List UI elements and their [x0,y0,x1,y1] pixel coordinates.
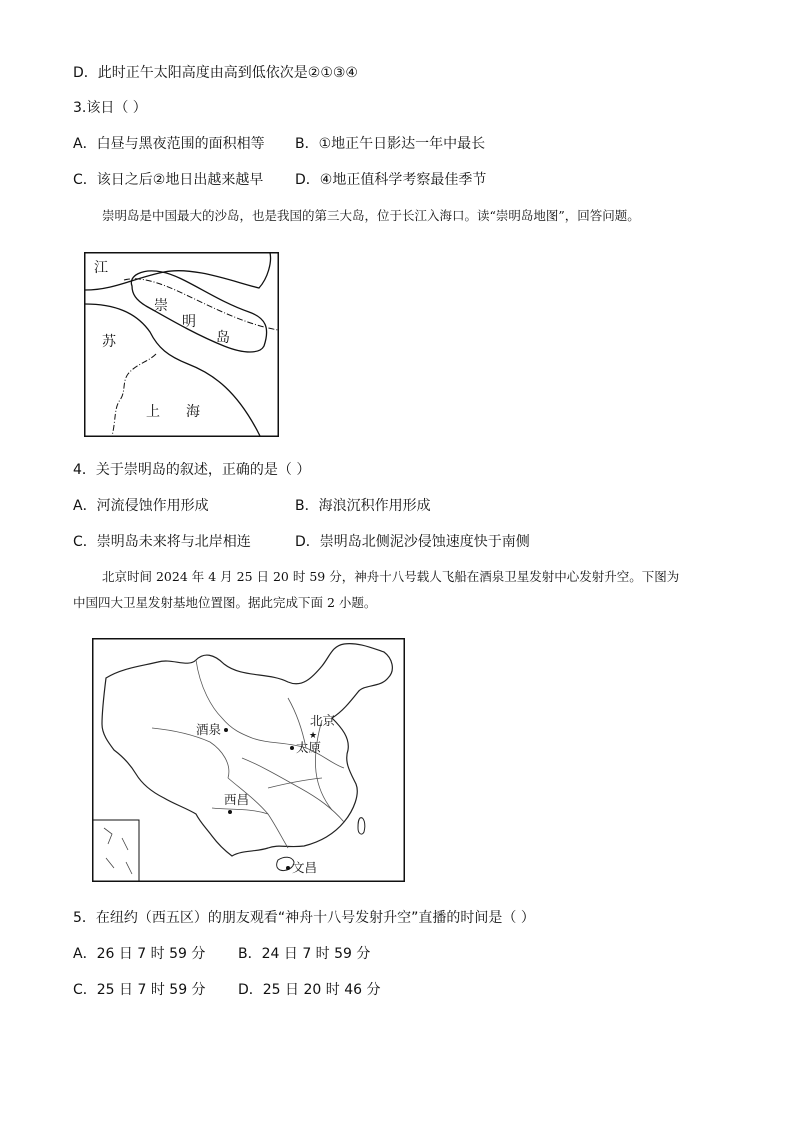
label-chong: 崇 [154,298,168,314]
chongming-map [84,252,280,438]
q3-option-d: D．④地正值科学考察最佳季节 [295,172,487,188]
label-wenchang: 文昌 [292,860,318,875]
china-map-figure [92,638,406,882]
q4-option-c: C．崇明岛未来将与北岸相连 [73,534,251,550]
q5-option-a: A．26 日 7 时 59 分 [73,946,206,962]
label-hai: 海 [186,404,200,420]
q4-option-b: B．海浪沉积作用形成 [295,498,431,514]
q3-option-b: B．①地正午日影达一年中最长 [295,136,486,152]
svg-text:★: ★ [308,731,318,741]
launch-intro-line2: 中国四大卫星发射基地位置图。据此完成下面 2 小题。 [73,595,377,610]
q5-option-c: C．25 日 7 时 59 分 [73,982,206,998]
label-xichang: 西昌 [224,792,250,807]
label-jiuquan: 酒泉 [196,722,222,737]
q5-stem: 5．在纽约（西五区）的朋友观看“神舟十八号发射升空”直播的时间是（ ） [73,910,535,926]
q4-option-a: A．河流侵蚀作用形成 [73,498,209,514]
q3-option-c: C．该日之后②地日出越来越早 [73,172,264,188]
label-ming: 明 [182,314,196,330]
chongming-map-figure [84,252,280,438]
label-jiang: 江 [94,260,108,276]
q3-stem: 3.该日（ ） [73,100,147,116]
q4-option-d: D．崇明岛北侧泥沙侵蚀速度快于南侧 [295,534,530,550]
q3-option-a: A．白昼与黑夜范围的面积相等 [73,136,265,152]
launch-intro-line1: 北京时间 2024 年 4 月 25 日 20 时 59 分，神舟十八号载人飞船在酒泉卫星发射中心发射升空。下图为 [102,569,680,584]
q4-stem: 4．关于崇明岛的叙述，正确的是（ ） [73,462,311,478]
chongming-intro: 崇明岛是中国最大的沙岛，也是我国的第三大岛，位于长江入海口。读“崇明岛地图”，回答问题。 [102,208,640,223]
q2-option-d: D．此时正午太阳高度由高到低依次是②①③④ [73,65,358,81]
q5-option-d: D．25 日 20 时 46 分 [238,982,381,998]
label-su: 苏 [102,334,116,350]
label-dao: 岛 [216,330,230,346]
china-launch-map [92,638,406,882]
q5-option-b: B．24 日 7 时 59 分 [238,946,371,962]
label-taiyuan: 太原 [296,740,322,755]
label-beijing: 北京 [310,713,336,728]
label-shang: 上 [146,404,160,420]
